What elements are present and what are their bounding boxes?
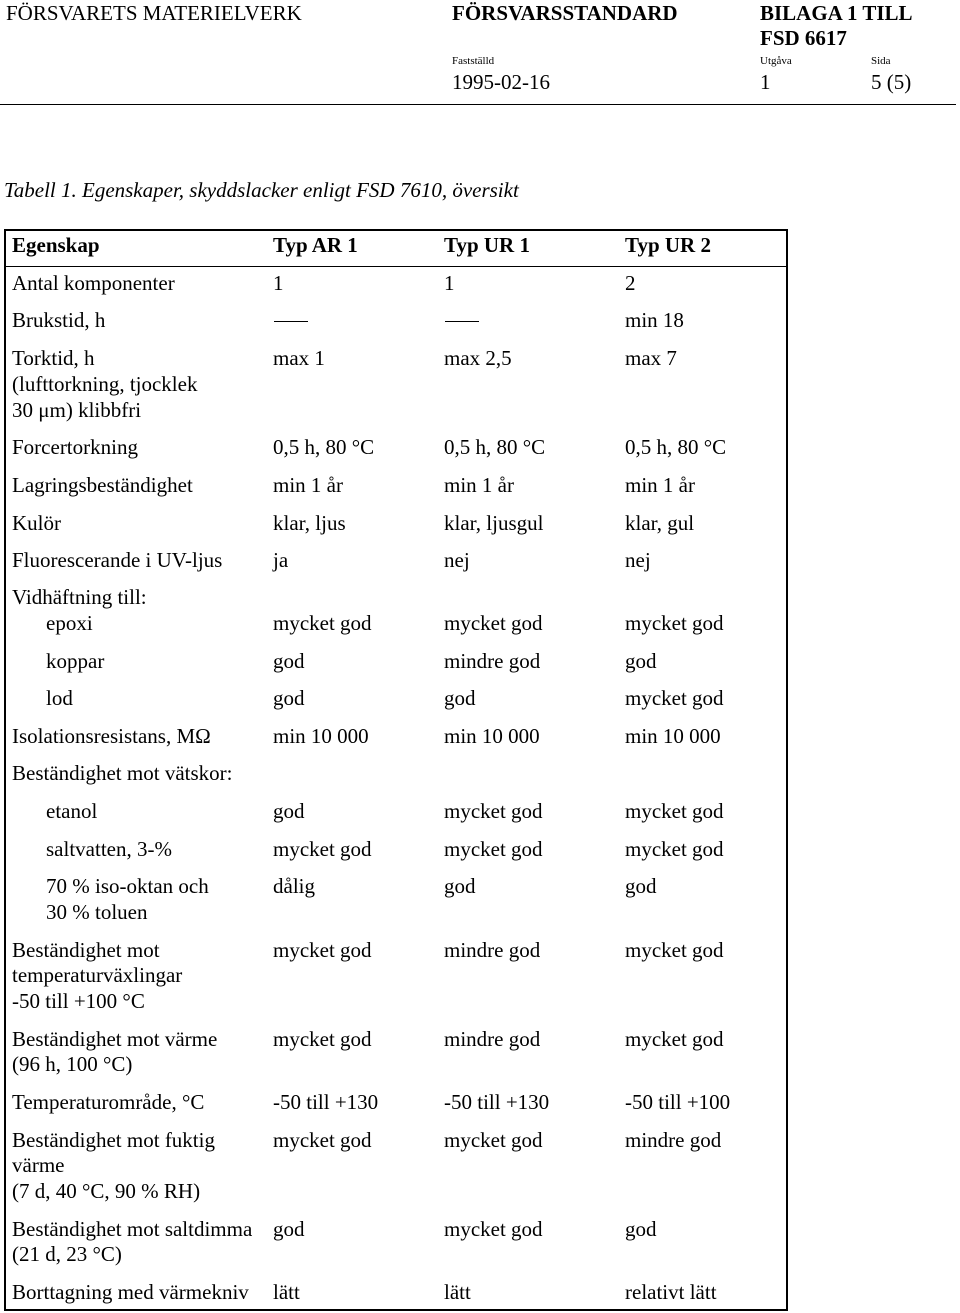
property-value: mycket god — [273, 938, 372, 962]
property-value: min 10 000 — [444, 724, 540, 748]
property-label: Isolationsresistans, MΩ — [12, 724, 211, 748]
property-value: mindre god — [444, 649, 541, 673]
property-value: 0,5 h, 80 °C — [625, 435, 727, 459]
property-value: klar, ljusgul — [444, 511, 544, 535]
table-header-divider — [4, 266, 788, 267]
property-value: god — [273, 649, 305, 673]
property-value: -50 till +130 — [273, 1090, 379, 1114]
property-value: lätt — [273, 1280, 300, 1304]
property-label: etanol — [46, 799, 98, 823]
property-value: 0,5 h, 80 °C — [444, 435, 546, 459]
column-header: Typ AR 1 — [273, 233, 358, 257]
property-value: mycket god — [625, 799, 724, 823]
property-label: 30 % toluen — [46, 900, 148, 924]
property-value: max 7 — [625, 346, 677, 370]
property-label: (7 d, 40 °C, 90 % RH) — [12, 1179, 201, 1203]
property-value: mycket god — [625, 837, 724, 861]
appendix-line-2: FSD 6617 — [760, 26, 847, 50]
property-label: Antal komponenter — [12, 271, 175, 295]
property-value: lätt — [444, 1280, 471, 1304]
property-value: min 1 år — [625, 473, 695, 497]
empty-value-dash — [274, 321, 308, 322]
property-value: min 1 år — [273, 473, 343, 497]
property-value: mycket god — [273, 1027, 372, 1051]
property-value: mycket god — [625, 611, 724, 635]
property-value: dålig — [273, 874, 315, 898]
property-label: Torktid, h — [12, 346, 95, 370]
property-label: Beständighet mot saltdimma — [12, 1217, 253, 1241]
column-header: Typ UR 1 — [444, 233, 530, 257]
property-value: mycket god — [444, 1217, 543, 1241]
property-label: Beständighet mot värme — [12, 1027, 218, 1051]
property-value: mycket god — [625, 686, 724, 710]
property-value: mycket god — [444, 799, 543, 823]
property-value: nej — [625, 548, 651, 572]
property-label: Lagringsbeständighet — [12, 473, 193, 497]
property-value: god — [273, 799, 305, 823]
property-label: Borttagning med värmekniv — [12, 1280, 249, 1304]
column-header: Egenskap — [12, 233, 100, 257]
property-value: god — [273, 686, 305, 710]
property-label: Beständighet mot — [12, 938, 160, 962]
property-value: min 18 — [625, 308, 684, 332]
property-value: nej — [444, 548, 470, 572]
property-value: relativt lätt — [625, 1280, 717, 1304]
column-header: Typ UR 2 — [625, 233, 711, 257]
property-label: Vidhäftning till: — [12, 585, 147, 609]
standard-title: FÖRSVARSSTANDARD — [452, 1, 678, 25]
property-label: Kulör — [12, 511, 61, 535]
header-divider — [0, 104, 956, 105]
property-value: god — [625, 649, 657, 673]
property-value: klar, ljus — [273, 511, 346, 535]
property-value: min 1 år — [444, 473, 514, 497]
property-label: lod — [46, 686, 73, 710]
property-label: -50 till +100 °C — [12, 989, 145, 1013]
property-value: mycket god — [444, 1128, 543, 1152]
page-label: Sida — [871, 55, 891, 67]
property-value: mycket god — [273, 611, 372, 635]
property-label: 70 % iso-oktan och — [46, 874, 209, 898]
org-name: FÖRSVARETS MATERIELVERK — [6, 1, 302, 25]
empty-value-dash — [445, 321, 479, 322]
property-value: -50 till +130 — [444, 1090, 550, 1114]
table-caption: Tabell 1. Egenskaper, skyddslacker enligt FSD 7610, översikt — [4, 178, 519, 202]
property-value: max 2,5 — [444, 346, 512, 370]
property-value: min 10 000 — [273, 724, 369, 748]
property-label: koppar — [46, 649, 105, 673]
page-number: 5 (5) — [871, 70, 912, 94]
property-value: mycket god — [273, 1128, 372, 1152]
property-value: mindre god — [444, 1027, 541, 1051]
property-label: (96 h, 100 °C) — [12, 1052, 133, 1076]
property-value: 2 — [625, 271, 636, 295]
property-value: 1 — [273, 271, 284, 295]
property-value: min 10 000 — [625, 724, 721, 748]
property-value: 0,5 h, 80 °C — [273, 435, 375, 459]
property-label: (21 d, 23 °C) — [12, 1242, 122, 1266]
property-value: 1 — [444, 271, 455, 295]
property-value: mycket god — [444, 837, 543, 861]
property-label: Fluorescerande i UV-ljus — [12, 548, 223, 572]
edition-number: 1 — [760, 70, 771, 94]
property-value: mycket god — [273, 837, 372, 861]
property-value: -50 till +100 — [625, 1090, 731, 1114]
property-label: värme — [12, 1153, 65, 1177]
property-value: max 1 — [273, 346, 325, 370]
property-label: Brukstid, h — [12, 308, 106, 332]
property-value: god — [625, 1217, 657, 1241]
property-label: Temperaturområde, °C — [12, 1090, 205, 1114]
property-label: 30 μm) klibbfri — [12, 398, 142, 422]
property-value: god — [273, 1217, 305, 1241]
property-value: god — [444, 686, 476, 710]
property-label: Beständighet mot fuktig — [12, 1128, 215, 1152]
property-value: god — [625, 874, 657, 898]
property-value: mindre god — [625, 1128, 722, 1152]
appendix-line-1: BILAGA 1 TILL — [760, 1, 913, 25]
property-label: saltvatten, 3-% — [46, 837, 172, 861]
property-label: Beständighet mot vätskor: — [12, 761, 233, 785]
property-value: mycket god — [625, 1027, 724, 1051]
established-label: Fastställd — [452, 55, 495, 67]
property-value: mycket god — [444, 611, 543, 635]
property-value: klar, gul — [625, 511, 695, 535]
property-value: mindre god — [444, 938, 541, 962]
property-label: temperaturväxlingar — [12, 963, 183, 987]
property-value: ja — [273, 548, 289, 572]
property-value: god — [444, 874, 476, 898]
property-label: epoxi — [46, 611, 93, 635]
property-label: (lufttorkning, tjocklek — [12, 372, 198, 396]
property-label: Forcertorkning — [12, 435, 138, 459]
established-date: 1995-02-16 — [452, 70, 550, 94]
property-value: mycket god — [625, 938, 724, 962]
edition-label: Utgåva — [760, 55, 792, 67]
